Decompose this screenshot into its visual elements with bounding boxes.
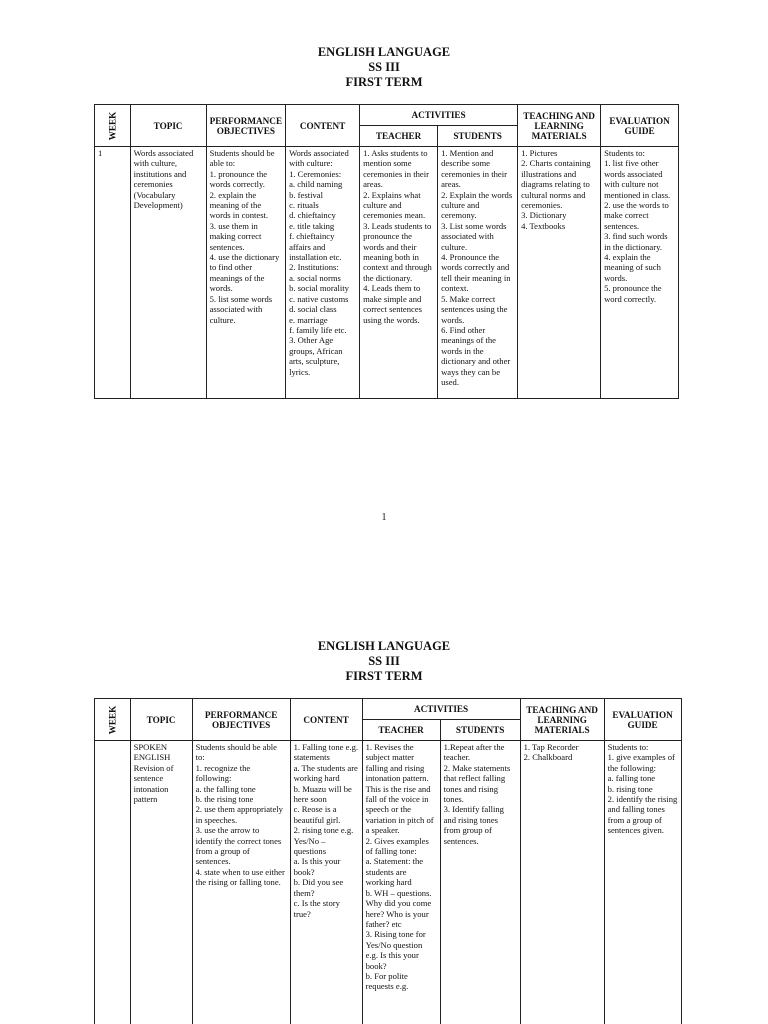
- week-cell: [95, 741, 131, 1024]
- doc-title: ENGLISH LANGUAGE: [317, 45, 451, 59]
- student-activities-cell: 1.Repeat after the teacher. 2. Make statements that reflect falling tones and rising tones. 3. Identify falling and rising tones from group of sentences.: [440, 741, 520, 1024]
- teacher-activities-cell: 1. Revises the subject matter falling and rising intonation pattern. This is the rise and fall of the voice in speech or the variation in pitch of a speaker. 2. Gives examples of falling tone: a. Statement: the students are working hard b. WH – questions. Why did you come here? Who is your father? etc 3. Rising tone for Yes/No question e.g. Is this your book? b. For polite requests e.g.: [362, 741, 440, 1024]
- evaluation-header: EVALUATION GUIDE: [604, 699, 681, 741]
- page-number: 1: [381, 512, 387, 523]
- scheme-of-work-table: [94, 104, 679, 399]
- content-cell: 1. Falling tone e.g. statements a. The students are working hard b. Muazu will be here soon c. Reose is a beautiful girl. 2. rising tone e.g. Yes/No – questions a. Is this your book? b. Did you see them? c. Is the story true?: [290, 741, 362, 1024]
- activities-header: ACTIVITIES: [362, 699, 520, 720]
- topic-cell: Words associated with culture, institutions and ceremonies (Vocabulary Development): [130, 147, 206, 399]
- doc-term: FIRST TERM: [345, 75, 423, 89]
- evaluation-header: EVALUATION GUIDE: [601, 105, 679, 147]
- materials-header: TEACHING AND LEARNING MATERIALS: [518, 105, 601, 147]
- week-cell: 1: [95, 147, 131, 399]
- student-activities-cell: 1. Mention and describe some ceremonies in their areas. 2. Explain the words culture and ceremony. 3. List some words associated with culture. 4. Pronounce the words correctly and tell their meaning in context. 5. Make correct sentences using the words. 6. Find other meanings of the words in the dictionary and other ways they can be used.: [438, 147, 518, 399]
- performance-objectives-cell: Students should be able to: 1. recognize the following: a. the falling tone b. the rising tone 2. use them appropriately in speeches. 3. use the arrow to identify the correct tones from a group of sentences. 4. state when to use either the rising or falling tone.: [192, 741, 290, 1024]
- doc-class: SS III: [368, 654, 400, 668]
- evaluation-cell: Students to: 1. give examples of the following: a. falling tone b. rising tone 2. identify the rising and falling tones from a group of sentences given.: [604, 741, 681, 1024]
- performance-objectives-cell: Students should be able to: 1. pronounce the words correctly. 2. explain the meaning of the words in contest. 3. use them in making correct sentences. 4. use the dictionary to find other meanings of the words. 5. list some words associated with culture.: [206, 147, 285, 399]
- teacher-activities-cell: 1. Asks students to mention some ceremonies in their areas. 2. Explains what culture and ceremonies mean. 3. Leads students to pronounce the words and their meaning both in context and through the dictionary. 4. Leads them to make simple and correct sentences using the words.: [360, 147, 438, 399]
- topic-cell: SPOKEN ENGLISH Revision of sentence intonation pattern: [130, 741, 192, 1024]
- doc-class: SS III: [368, 60, 400, 74]
- table-row: [95, 147, 679, 399]
- content-header: CONTENT: [286, 105, 360, 147]
- topic-header: TOPIC: [130, 105, 206, 147]
- scheme-of-work-table: [94, 698, 682, 1024]
- materials-cell: 1. Pictures 2. Charts containing illustrations and diagrams relating to cultural norms and ceremonies. 3. Dictionary 4. Textbooks: [518, 147, 601, 399]
- content-header: CONTENT: [290, 699, 362, 741]
- doc-title: ENGLISH LANGUAGE: [317, 639, 451, 653]
- teacher-header: TEACHER: [360, 126, 438, 147]
- content-cell: Words associated with culture: 1. Ceremonies: a. child naming b. festival c. rituals d. chieftaincy e. title taking f. chieftaincy affairs and installation etc. 2. Institutions: a. social norms b. social morality c. native customs d. social class e. marriage f. family life etc. 3. Other Age groups, African arts, sculpture, lyrics.: [286, 147, 360, 399]
- table-row: [95, 741, 682, 1024]
- students-header: STUDENTS: [438, 126, 518, 147]
- performance-objectives-header: PERFORMANCE OBJECTIVES: [206, 105, 285, 147]
- document-page-2: [0, 594, 768, 1024]
- week-header: WEEK: [95, 105, 131, 147]
- performance-objectives-header: PERFORMANCE OBJECTIVES: [192, 699, 290, 741]
- materials-header: TEACHING AND LEARNING MATERIALS: [520, 699, 604, 741]
- week-header: WEEK: [95, 699, 131, 741]
- topic-header: TOPIC: [130, 699, 192, 741]
- activities-header: ACTIVITIES: [360, 105, 518, 126]
- doc-term: FIRST TERM: [345, 669, 423, 683]
- students-header: STUDENTS: [440, 720, 520, 741]
- teacher-header: TEACHER: [362, 720, 440, 741]
- materials-cell: 1. Tap Recorder 2. Chalkboard: [520, 741, 604, 1024]
- evaluation-cell: Students to: 1. list five other words associated with culture not mentioned in class. 2. use the words to make correct sentences. 3. find such words in the dictionary. 4. explain the meaning of such words. 5. pronounce the word correctly.: [601, 147, 679, 399]
